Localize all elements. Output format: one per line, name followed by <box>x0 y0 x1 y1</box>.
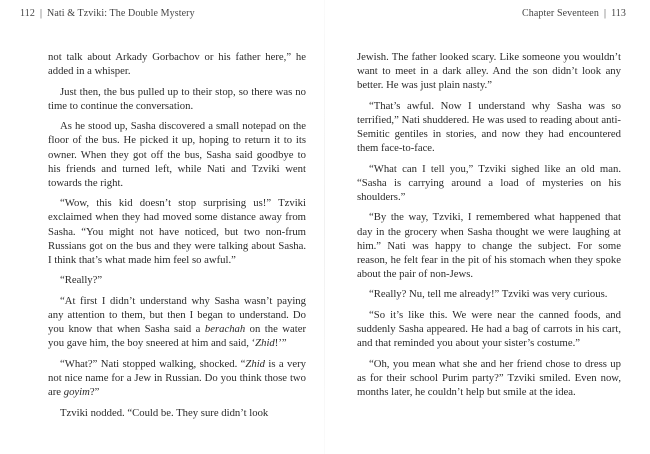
paragraph: “At first I didn’t understand why Sasha wasn’t paying any attention to them, but then I began to understand. Do you know that when Sasha said a berachah on the water you gave him, the boy sneered at him and said, ‘Zhid!’” <box>48 294 306 350</box>
right-running-head <box>522 8 626 19</box>
paragraph: “So it’s like this. We were near the canned foods, and suddenly Sasha appeared. He had a bag of carrots in his cart, and that reminded you about your sister’s costume.” <box>357 309 621 350</box>
italic-term: Zhid <box>245 357 266 370</box>
paragraph: “What?” Nati stopped walking, shocked. “Zhid is a very not nice name for a Jew in Russian. Do you think those two are goyim?” <box>48 357 306 398</box>
header-separator: | <box>39 8 43 19</box>
italic-term: Zhid <box>255 337 275 350</box>
paragraph: “Really?” <box>60 274 103 287</box>
paragraph: Jewish. The father looked scary. Like someone you wouldn’t want to meet in a dark alley. And the son didn’t look any better. He was just plain nasty.” <box>357 51 621 92</box>
chapter-title: Chapter Seventeen <box>522 8 599 19</box>
paragraph: “Oh, you mean what she and her friend chose to dress up as for their school Purim party?” Tzviki smiled. Even now, months later, he couldn’t help but smile at the idea. <box>357 357 621 398</box>
paragraph: “Really? Nu, tell me already!” Tzviki was very curious. <box>369 288 608 301</box>
paragraph: Just then, the bus pulled up to their stop, so there was no time to continue the conversation. <box>48 85 306 112</box>
book-title: Nati & Tzviki: The Double Mystery <box>47 8 195 19</box>
page-number: 112 <box>20 8 35 19</box>
right-body-text <box>357 50 621 406</box>
left-running-head <box>20 8 195 19</box>
paragraph: “By the way, Tzviki, I remembered what happened that day in the grocery when Sasha thought we were laughing at him.” Nati was happy to change the subject. For some reason, he felt fear in the pit of his stomach when they spoke about the pair of non-Jews. <box>357 211 621 280</box>
page-number: 113 <box>611 8 626 19</box>
paragraph: “Wow, this kid doesn’t stop surprising us!” Tzviki exclaimed when they had moved some distance away from Sasha. “You might not have noticed, but two non-frum Russians got on the bus and they were talking about Sasha. I think that’s what made him feel so awful.” <box>48 197 306 266</box>
paragraph: As he stood up, Sasha discovered a small notepad on the floor of the bus. He picked it up, hoping to return it to its owner. When they got off the bus, Sasha said goodbye to his friends and turned left, while Nati and Tzviki went towards the right. <box>48 120 306 189</box>
paragraph: “That’s awful. Now I understand why Sasha was so terrified,” Nati shuddered. He was used to reading about anti-Semitic gentiles in stories, and now they had encountered them face-to-face. <box>357 99 621 155</box>
italic-term: goyim <box>63 385 90 398</box>
paragraph: “What can I tell you,” Tzviki sighed like an old man. “Sasha is carrying around a load of mysteries on his shoulders.” <box>357 162 621 203</box>
paragraph: not talk about Arkady Gorbachov or his father here,” he added in a whisper. <box>48 51 306 78</box>
right-page <box>325 0 650 454</box>
paragraph: Tzviki nodded. “Could be. They sure didn’t look <box>60 406 269 419</box>
header-separator: | <box>603 8 607 19</box>
left-body-text <box>48 50 306 426</box>
italic-term: berachah <box>204 323 246 336</box>
